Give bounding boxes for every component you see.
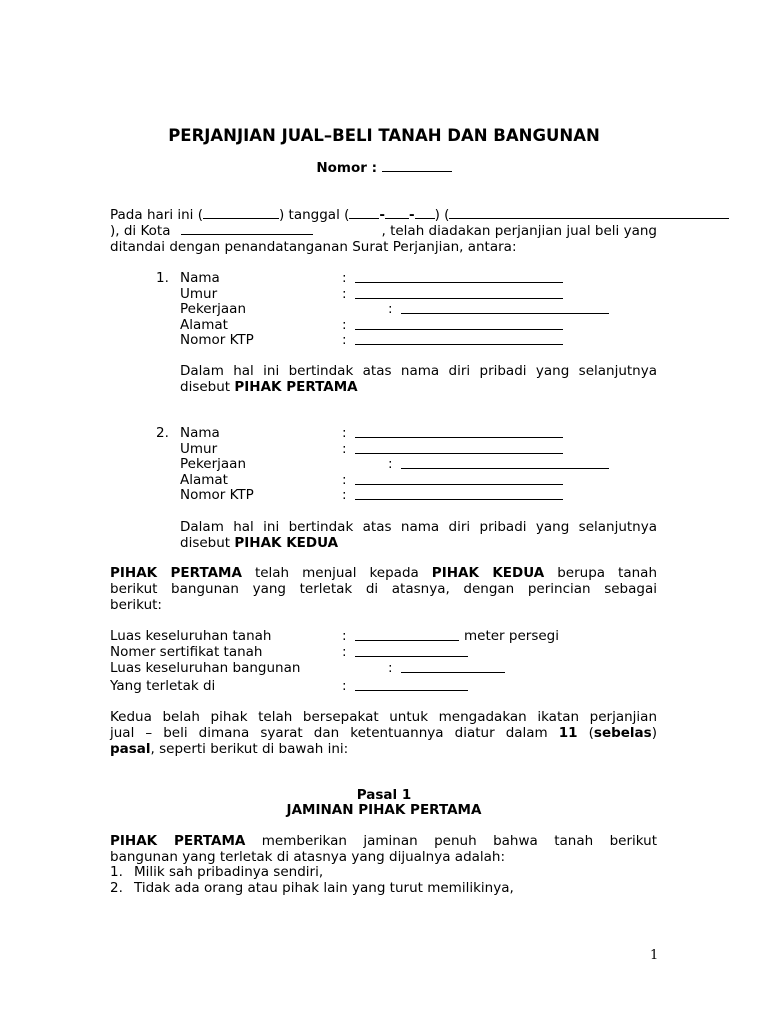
- field-colon: :: [342, 316, 347, 333]
- field-colon: :: [342, 285, 347, 302]
- kota-blank: [181, 223, 313, 235]
- field-blank: [355, 472, 563, 485]
- field-blank: [355, 332, 563, 345]
- property-row: [0, 628, 768, 644]
- property-blank: [401, 660, 505, 673]
- field-row: [0, 487, 768, 503]
- field-blank: [401, 301, 609, 314]
- list-item-text: Tidak ada orang atau pihak lain yang turut memilikinya,: [134, 880, 514, 896]
- list-item: [110, 880, 514, 896]
- field-row: [0, 270, 768, 286]
- property-colon: :: [388, 660, 393, 676]
- property-colon: :: [342, 644, 347, 660]
- property-blank: [355, 628, 459, 641]
- field-label: Nomor KTP: [180, 487, 254, 503]
- sale-paragraph: PIHAK PERTAMA telah menjual kepada PIHAK KEDUA berupa tanah berikut bangunan yang terletak di atasnya, dengan perincian sebagai berikut:: [110, 565, 657, 613]
- field-blank: [355, 286, 563, 299]
- list-item-number: 2.: [110, 880, 123, 896]
- field-row: [0, 332, 768, 348]
- property-suffix: meter persegi: [464, 628, 559, 644]
- field-colon: :: [342, 425, 347, 441]
- field-row: [0, 456, 768, 472]
- pihak-kedua-label: PIHAK KEDUA: [234, 535, 339, 551]
- field-row: [0, 425, 768, 441]
- list-item: [110, 864, 323, 880]
- document-number: [0, 160, 768, 176]
- field-blank: [355, 317, 563, 330]
- field-colon: :: [342, 270, 347, 286]
- field-blank: [355, 441, 563, 454]
- intro-line-3: ditandai dengan penandatanganan Surat Perjanjian, antara:: [110, 239, 517, 255]
- intro-line-1: Pada hari ini ( ) tanggal ( - - ) (: [110, 207, 729, 223]
- field-blank: [401, 456, 609, 469]
- field-row: [0, 286, 768, 302]
- field-label: Umur: [180, 285, 218, 302]
- field-label: Nama: [180, 425, 220, 441]
- field-label: Alamat: [180, 316, 228, 333]
- page-number: 1: [650, 948, 659, 963]
- field-row: [0, 441, 768, 457]
- field-colon: :: [342, 440, 347, 457]
- property-label: Nomer sertifikat tanah: [110, 644, 263, 660]
- field-label: Pekerjaan: [180, 456, 247, 472]
- pasal-1-subheading: JAMINAN PIHAK PERTAMA: [286, 802, 482, 818]
- party-number: 2.: [156, 425, 169, 441]
- field-blank: [355, 487, 563, 500]
- field-label: Nomor KTP: [180, 332, 254, 348]
- field-label: Umur: [180, 440, 218, 457]
- field-label: Nama: [180, 270, 220, 286]
- property-row: [0, 660, 768, 676]
- field-label: Alamat: [180, 471, 228, 488]
- field-label: Pekerjaan: [180, 301, 247, 317]
- field-blank: [355, 425, 563, 438]
- field-row: [0, 317, 768, 333]
- field-blank: [355, 270, 563, 283]
- nomor-label: Nomor :: [316, 160, 377, 176]
- property-row: [0, 678, 768, 694]
- property-label: Yang terletak di: [110, 678, 216, 694]
- party-number: 1.: [156, 270, 169, 286]
- field-colon: :: [342, 332, 347, 348]
- property-label: Luas keseluruhan bangunan: [110, 660, 301, 676]
- property-label: Luas keseluruhan tanah: [110, 628, 272, 644]
- document-title: PERJANJIAN JUAL–BELI TANAH DAN BANGUNAN: [168, 126, 600, 145]
- pihak-pertama-label: PIHAK PERTAMA: [234, 379, 358, 395]
- property-colon: :: [342, 678, 347, 694]
- pasal-1-paragraph: PIHAK PERTAMA memberikan jaminan penuh bahwa tanah berikut bangunan yang terletak di atasnya yang dijualnya adalah:: [110, 833, 657, 865]
- property-colon: :: [342, 628, 347, 644]
- field-colon: :: [388, 456, 393, 472]
- list-item-text: Milik sah pribadinya sendiri,: [134, 864, 324, 880]
- hari-blank: [203, 207, 279, 219]
- property-blank: [355, 644, 468, 657]
- party-1-description: Dalam hal ini bertindak atas nama diri pribadi yang selanjutnya disebut PIHAK PERTAMA: [180, 363, 657, 395]
- property-row: [0, 644, 768, 660]
- party-2-description: Dalam hal ini bertindak atas nama diri pribadi yang selanjutnya disebut PIHAK KEDUA: [180, 519, 657, 551]
- nomor-blank: [382, 160, 452, 172]
- field-colon: :: [342, 471, 347, 488]
- field-row: [0, 301, 768, 317]
- field-row: [0, 472, 768, 488]
- tanggal-text-blank: [449, 207, 729, 219]
- property-blank: [355, 678, 468, 691]
- field-colon: :: [388, 301, 393, 317]
- field-colon: :: [342, 487, 347, 503]
- list-item-number: 1.: [110, 864, 123, 880]
- pasal-1-heading: Pasal 1: [356, 787, 412, 803]
- agreement-paragraph: Kedua belah pihak telah bersepakat untuk mengadakan ikatan perjanjian jual – beli dimana syarat dan ketentuannya diatur dalam 11 (sebelas) pasal, seperti berikut di bawah ini:: [110, 709, 657, 757]
- intro-line-2: ), di Kota , telah diadakan perjanjian jual beli yang: [110, 223, 657, 239]
